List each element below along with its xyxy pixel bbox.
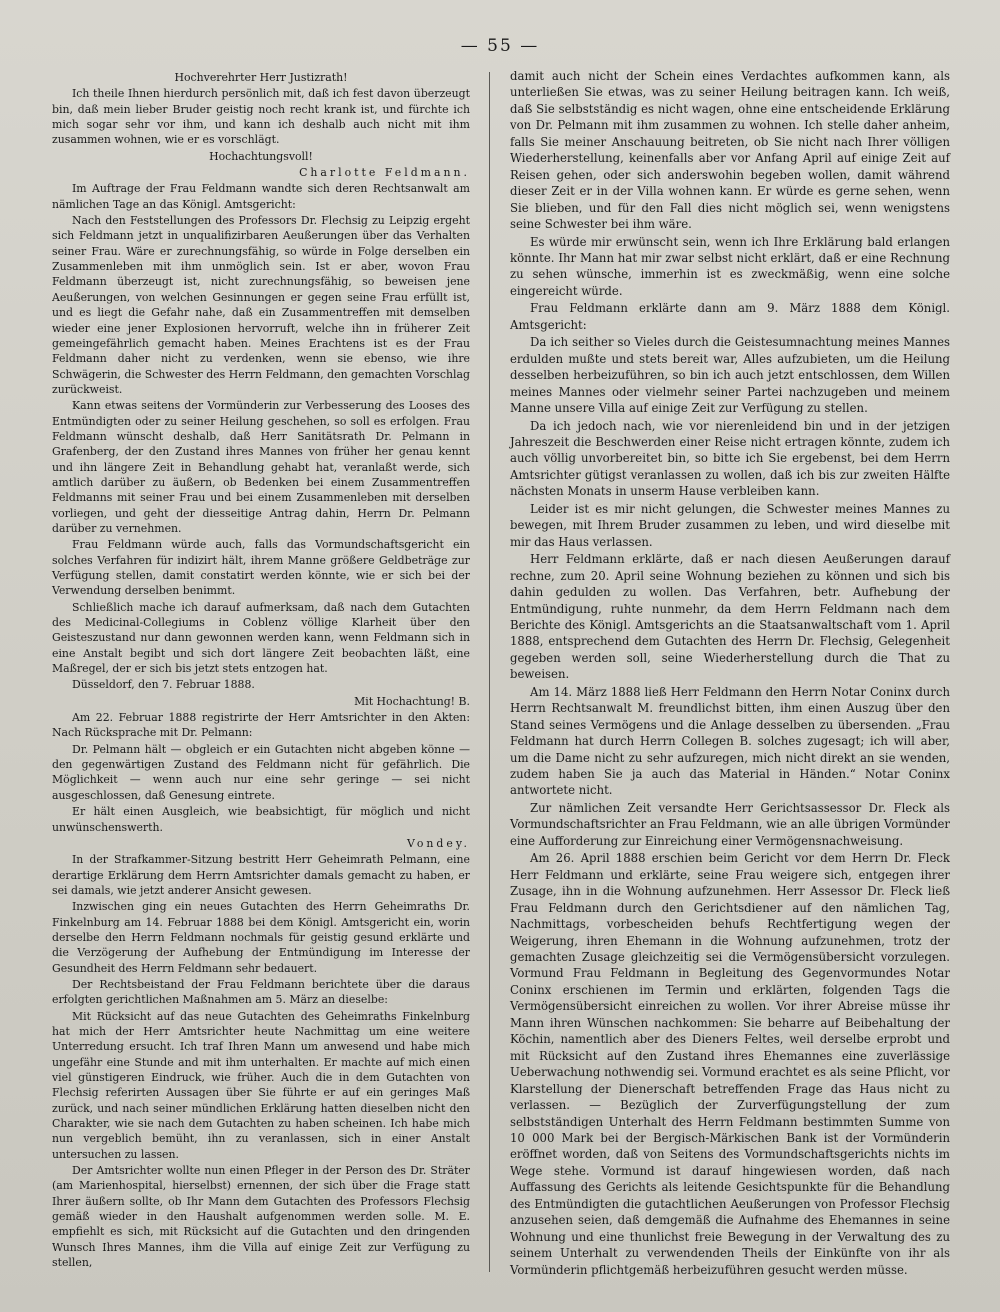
paragraph: Schließlich mache ich darauf aufmerksam, daß nach dem Gutachten des Medicinal-Collegiums in Coblenz völlige Klarheit über den Geisteszustand nur dann gewonnen werden kann, wenn Feldmann sich in eine Anstalt begibt und sich dort längere Zeit beobachten läßt, eine Maßregel, der er sich bis jetzt stets entzogen hat.: [52, 600, 470, 676]
paragraph: Düsseldorf, den 7. Februar 1888.: [72, 678, 255, 692]
paragraph: Der Rechtsbeistand der Frau Feldmann berichtete über die daraus erfolgten gerichtlichen Maßnahmen am 5. März an dieselbe:: [52, 977, 470, 1007]
paragraph: Dr. Pelmann hält — obgleich er ein Gutachten nicht abgeben könne — den gegenwärtigen Zustand des Feldmann nicht für gefährlich. Die Möglichkeit — wenn auch nur eine sehr geringe — sei nicht ausgeschlossen, daß Genesung eintrete.: [52, 742, 470, 802]
paragraph: Herr Feldmann erklärte, daß er nach diesen Aeußerungen darauf rechne, zum 20. April seine Wohnung beziehen zu können und sich bis dahin gedulden zu wollen. Das Verfahren, betr. Aufhebung der Entmündigung, ruhte nunmehr, da dem Herrn Feldmann nach dem Berichte des Königl. Amtsgerichts an die Staatsanwaltschaft vom 1. April 1888, entsprechend dem Gutachten des Herrn Dr. Flechsig, Gelegenheit gegeben werden soll, seine Wiederherstellung durch die That zu beweisen.: [510, 552, 950, 682]
paragraph: Am 26. April 1888 erschien beim Gericht vor dem Herrn Dr. Fleck Herr Feldmann und erklärte, seine Frau weigere sich, entgegen ihrer Zusage, ihn in die Wohnung aufzunehmen. Herr Assessor Dr. Fleck ließ Frau Feldmann durch den Gerichtsdiener auf den nämlichen Tag, Nachmittags, vorbescheiden behufs Rechtfertigung wegen der Weigerung, ihren Ehemann in die Wohnung aufzunehmen, trotz der gemachten Zusage gleichzeitig sei die Vermögensübersicht vorzulegen. Vormund Frau Feldmann in Begleitung des Gegenvormundes Notar Coninx erschienen im Termin und erklärten, folgenden Tags die Vermögensübersicht einreichen zu wollen. Vor ihrer Abreise müsse ihr Mann ihren Wünschen nachkommen: Sie beharre auf Beibehaltung der Köchin, namentlich aber des Dieners Feltes, weil derselbe erprobt und mit Rücksicht auf den Zustand ihres Ehemannes eine zuverlässige Ueberwachung nothwendig sei. Vormund erachtet es als seine Pflicht, vor Klarstellung der Dienerschaft betreffenden Frage das Haus nicht zu verlassen. — Bezüglich der Zurverfügungstellung der zum selbstständigen Unterhalt des Herrn Feldmann bestimmten Summe von 10 000 Mark bei der Bergisch-Märkischen Bank ist der Vormünderin eröffnet worden, daß von Seitens des Vormundschaftsgerichts nichts im Wege stehe. Vormund ist darauf hingewiesen worden, daß nach Auffassung des Gerichts als leitende Gesichtspunkte für die Behandlung des Entmündigten die gutachtlichen Aeußerungen von Professor Flechsig anzusehen seien, daß demgemäß die Aufnahme des Ehemannes in seine Wohnung und eine thunlichst freie Bewegung in der Verwaltung des zu seinem Unterhalt zu verwendenden Theils der Einkünfte von ihr als Vormünderin pflichtgemäß herbeizuführen gesucht werden müsse.: [510, 851, 950, 1277]
paragraph: Am 14. März 1888 ließ Herr Feldmann den Herrn Notar Coninx durch Herrn Rechtsanwalt M. freundlichst bitten, ihm einen Auszug über den Stand seines Vermögens und die Anlage desselben zu übersenden. „Frau Feldmann hat durch Herrn Collegen B. solches zugesagt; ich will aber, um die Dame nicht zu sehr aufzuregen, mich nicht direkt an sie wenden, zudem haben Sie ja auch das Material in Händen.“ Notar Coninx antwortete nicht.: [510, 684, 950, 798]
paragraph: Hochachtungsvoll!: [209, 149, 313, 163]
paragraph: Frau Feldmann würde auch, falls das Vormundschaftsgericht ein solches Verfahren für indizirt hält, ihrem Manne größere Geldbeträge zur Verfügung stellen, damit constatirt werden könnte, wie er sich bei der Verwendung derselben benimmt.: [52, 538, 470, 598]
paragraph: Zur nämlichen Zeit versandte Herr Gerichtsassessor Dr. Fleck als Vormundschaftsrichter an Frau Feldmann, wie an alle übrigen Vormünder eine Aufforderung zur Einreichung einer Vermögensnachweisung.: [510, 800, 950, 848]
page-number: — 55 —: [460, 36, 540, 56]
paragraph: Der Amtsrichter wollte nun einen Pfleger in der Person des Dr. Sträter (am Marienhospital, hierselbst) ernennen, der sich über die Frage statt Ihrer äußern sollte, ob Ihr Mann dem Gutachten des Professors Flechsig gemäß wieder in den Haushalt aufgenommen werden solle. M. E. empfiehlt es sich, mit Rücksicht auf die Gutachten und den dringenden Wunsch Ihres Mannes, ihm die Villa auf einige Zeit zur Verfügung zu stellen,: [52, 1164, 470, 1270]
paragraph: Mit Hochachtung! B.: [354, 694, 470, 708]
paragraph: Vondey.: [406, 836, 470, 850]
paragraph: Da ich jedoch nach, wie vor nierenleidend bin und in der jetzigen Jahreszeit die Beschwerden einer Reise nicht ertragen könnte, zudem ich auch völlig unvorbereitet bin, so bitte ich Sie ergebenst, bei dem Herrn Amtsrichter gütigst veranlassen zu wollen, daß ich bis zur zweiten Hälfte nächsten Monats in unserm Hause verbleiben kann.: [510, 418, 950, 499]
paragraph: Nach den Feststellungen des Professors Dr. Flechsig zu Leipzig ergeht sich Feldmann jetzt in unqualifizirbaren Aeußerungen über das Verhalten seiner Frau. Wäre er zurechnungsfähig, so würde in Folge derselben ein Zusammenleben mit ihm unmöglich sein. Ist er aber, wovon Frau Feldmann überzeugt ist, nicht zurechnungsfähig, so beweisen jene Aeußerungen, von welchen Gesinnungen er gegen seine Frau erfüllt ist, und es liegt die Gefahr nahe, daß ein Zusammentreffen mit demselben wieder eine jener Explosionen hervorruft, welche ihn in früherer Zeit gemeingefährlich gemacht haben. Meines Erachtens ist es der Frau Feldmann daher nicht zu verdenken, wenn sie ebenso, wie ihre Schwägerin, die Schwester des Herrn Feldmann, den gemachten Vorschlag zurückweist.: [52, 214, 470, 396]
paragraph: Frau Feldmann erklärte dann am 9. März 1888 dem Königl. Amtsgericht:: [510, 301, 950, 332]
paragraph: Mit Rücksicht auf das neue Gutachten des Geheimraths Finkelnburg hat mich der Herr Amtsrichter heute Nachmittag um eine weitere Unterredung ersucht. Ich traf Ihren Mann um anwesend und habe mich ungefähr eine Stunde and mit ihm unterhalten. Er machte auf mich einen viel günstigeren Eindruck, wie früher. Auch die in dem Gutachten von Flechsig referirten Aussagen über Sie führte er auf ein geringes Maß zurück, und nach seiner mündlichen Erklärung hatten dieselben nicht den Charakter, wie sie nach dem Gutachten zu haben scheinen. Ich habe mich nun vergeblich bemüht, ihn zu veranlassen, sich in einer Anstalt untersuchen zu lassen.: [52, 1009, 470, 1161]
paragraph: Im Auftrage der Frau Feldmann wandte sich deren Rechtsanwalt am nämlichen Tage an das Königl. Amtsgericht:: [52, 182, 470, 211]
paragraph: damit auch nicht der Schein eines Verdachtes aufkommen kann, als unterließen Sie etwas, was zu seiner Heilung beitragen kann. Ich weiß, daß Sie selbstständig es nicht wagen, ohne eine entscheidende Erklärung von Dr. Pelmann mit ihm zusammen zu wohnen. Ich stelle daher anheim, falls Sie meiner Anschauung beitreten, ob Sie nicht nach Ihrer völligen Wiederherstellung, keinenfalls aber vor Anfang April auf einige Zeit auf Reisen gehen, oder sich anderswohin begeben wollen, damit während dieser Zeit er in der Villa wohnen kann. Er würde es gerne sehen, wenn Sie blieben, und für den Fall dies nicht möglich sei, wenn wenigstens seine Schwester bei ihm wäre.: [510, 69, 950, 232]
paragraph: Am 22. Februar 1888 registrirte der Herr Amtsrichter in den Akten: Nach Rücksprache mit Dr. Pelmann:: [52, 711, 470, 740]
paragraph: Es würde mir erwünscht sein, wenn ich Ihre Erklärung bald erlangen könnte. Ihr Mann hat mir zwar selbst nicht erklärt, daß er eine Rechnung zu sehen wünsche, immerhin ist es zweckmäßig, wenn eine solche eingereicht würde.: [510, 234, 950, 298]
column-divider: [489, 72, 490, 1272]
left-column: [52, 70, 470, 1271]
paragraph: Leider ist es mir nicht gelungen, die Schwester meines Mannes zu bewegen, mit Ihrem Bruder zusammen zu leben, und wird dieselbe mit mir das Haus verlassen.: [510, 501, 950, 549]
paragraph: Charlotte Feldmann.: [299, 166, 470, 180]
right-column: [510, 68, 950, 1279]
paragraph: Da ich seither so Vieles durch die Geistesumnachtung meines Mannes erdulden mußte und stets bereit war, Alles aufzubieten, um die Heilung desselben herbeizuführen, so bin ich auch jetzt entschlossen, dem Willen meines Mannes oder vielmehr seiner Partei nachzugeben und meinem Manne unsere Villa auf einige Zeit zur Verfügung zu stellen.: [510, 335, 950, 416]
paragraph: Inzwischen ging ein neues Gutachten des Herrn Geheimraths Dr. Finkelnburg am 14. Februar 1888 bei dem Königl. Amtsgericht ein, worin derselbe den Herrn Feldmann nochmals für geistig gesund erklärte und die Verzögerung der Aufhebung der Entmündigung im Interesse der Gesundheit des Herrn Feldmann sehr bedauert.: [52, 900, 470, 975]
paragraph: Ich theile Ihnen hierdurch persönlich mit, daß ich fest davon überzeugt bin, daß mein lieber Bruder geistig noch recht krank ist, und fürchte ich mich sogar sehr vor ihm, und kann ich deshalb auch nicht mit ihm zusammen wohnen, wie er es vorschlägt.: [52, 87, 470, 147]
paragraph: Hochverehrter Herr Justizrath!: [174, 71, 348, 84]
paragraph: In der Strafkammer-Sitzung bestritt Herr Geheimrath Pelmann, eine derartige Erklärung dem Herrn Amtsrichter damals gemacht zu haben, er sei damals, wie jetzt anderer Ansicht gewesen.: [52, 853, 470, 897]
paragraph: Er hält einen Ausgleich, wie beabsichtigt, für möglich und nicht unwünschenswerth.: [52, 805, 470, 834]
paragraph: Kann etwas seitens der Vormünderin zur Verbesserung des Looses des Entmündigten oder zu seiner Heilung geschehen, so soll es erfolgen. Frau Feldmann wünscht deshalb, daß Herr Sanitätsrath Dr. Pelmann in Grafenberg, der den Zustand ihres Mannes von früher her genau kennt und ihn längere Zeit in Behandlung gehabt hat, veranlaßt werde, sich amtlich darüber zu äußern, ob Bedenken bei einem Zusammentreffen Feldmanns mit seiner Frau und bei einem Zusammenleben mit derselben vorliegen, und geht der diesseitige Antrag dahin, Herrn Dr. Pelmann darüber zu vernehmen.: [52, 399, 470, 535]
